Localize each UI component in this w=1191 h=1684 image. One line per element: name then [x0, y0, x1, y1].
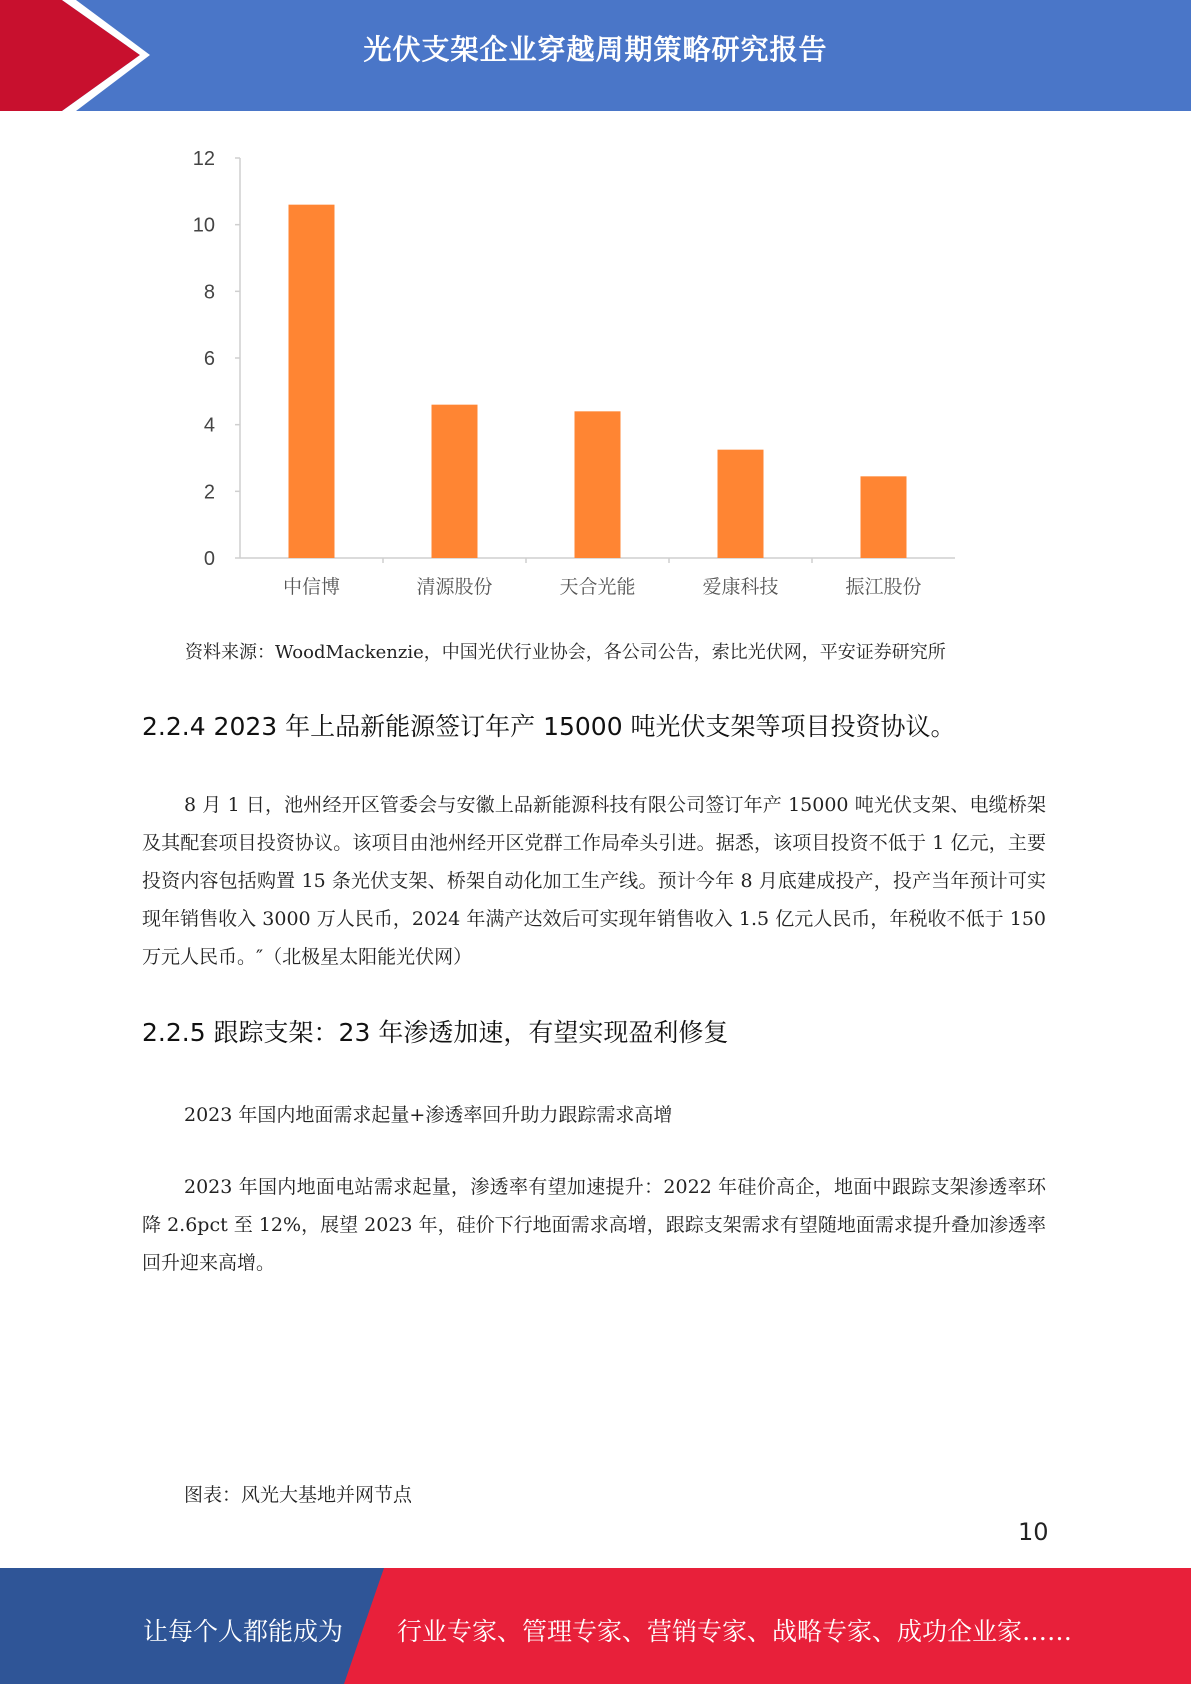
bar: [718, 450, 764, 558]
report-title: 光伏支架企业穿越周期策略研究报告: [363, 33, 828, 66]
section-paragraph-2-2-4: 8 月 1 日，池州经开区管委会与安徽上品新能源科技有限公司签订年产 15000 吨光伏支架、电缆桥架及其配套项目投资协议。该项目由池州经开区党群工作局牵头引进。据悉，该项目投资不低于 1 亿元，主要投资内容包括购置 15 条光伏支架、桥架自动化加工生产线。预计今年 8 月底建成投产，投产当年预计可实现年销售收入 3000 万人民币，2024 年满产达效后可实现年销售收入 1.5 亿元人民币，年税收不低于 150 万元人民币。″（北极星太阳能光伏网）: [142, 794, 1046, 968]
y-tick-label: 2: [203, 481, 215, 504]
header-bar: [0, 0, 1191, 111]
x-tick-label: 爱康科技: [702, 576, 779, 598]
bar: [575, 411, 621, 558]
x-tick-label: 天合光能: [559, 576, 636, 598]
section-heading-2-2-4: 2.2.4 2023 年上品新能源签订年产 15000 吨光伏支架等项目投资协议。: [142, 712, 956, 741]
y-tick-label: 10: [192, 214, 215, 237]
y-tick-label: 6: [203, 348, 215, 370]
section-subheading-2-2-5: 2023 年国内地面需求起量+渗透率回升助力跟踪需求高增: [184, 1104, 673, 1126]
section-paragraph-2-2-5: 2023 年国内地面电站需求起量，渗透率有望加速提升：2022 年硅价高企，地面中跟踪支架渗透率环降 2.6pct 至 12%，展望 2023 年，硅价下行地面需求高增，跟踪支架需求有望随地面需求提升叠加渗透率回升迎来高增。: [142, 1176, 1046, 1274]
bar: [432, 405, 478, 558]
y-tick-label: 0: [203, 548, 215, 570]
bar-chart: [180, 140, 960, 610]
bar-chart-svg: [180, 140, 960, 610]
page-number: 10: [1018, 1518, 1049, 1546]
footer-slogan-left: 让每个人都能成为: [143, 1617, 344, 1646]
x-tick-label: 振江股份: [845, 576, 922, 598]
x-tick-label: 清源股份: [416, 576, 493, 598]
bar: [861, 476, 907, 558]
bar: [289, 205, 335, 558]
footer-slogan-right: 行业专家、管理专家、营销专家、战略专家、成功企业家……: [397, 1617, 1073, 1646]
chart-source-note: 资料来源：WoodMackenzie，中国光伏行业协会，各公司公告，索比光伏网，平安证券研究所: [185, 642, 946, 663]
y-tick-label: 4: [203, 414, 215, 437]
y-tick-label: 8: [203, 281, 215, 304]
y-tick-label: 12: [192, 148, 215, 170]
figure-caption: 图表：风光大基地并网节点: [184, 1484, 413, 1506]
x-tick-label: 中信博: [282, 576, 341, 598]
section-heading-2-2-5: 2.2.5 跟踪支架：23 年渗透加速，有望实现盈利修复: [142, 1018, 729, 1047]
